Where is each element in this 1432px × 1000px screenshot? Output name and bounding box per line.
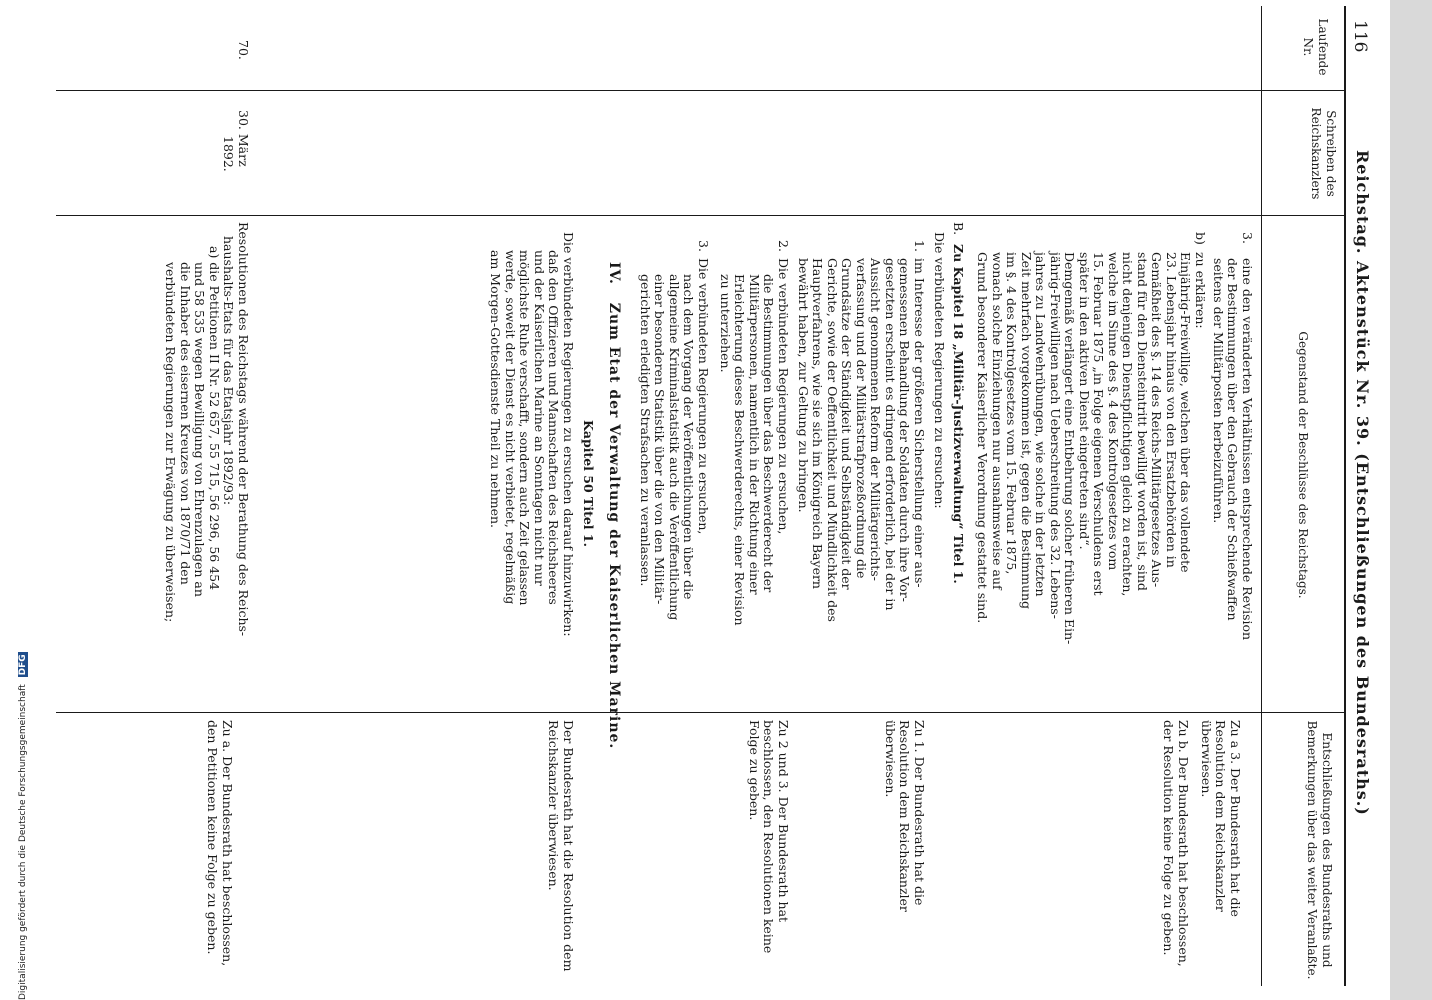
entry-b-line: Einjährig-Freiwillige, welchen über das vollendete	[1178, 252, 1194, 573]
marine-line: und der Kaiserlichen Marine an Sonntagen nicht nur	[532, 250, 547, 586]
section-IV-heading	[606, 262, 622, 749]
item-3-line: allgemeine Kriminalstatistik auch die Veröffentlichung	[667, 274, 682, 621]
entry-b-text	[975, 252, 1207, 644]
kapitel-heading: Kapitel 50 Titel 1.	[581, 420, 596, 547]
item-1-line: Grundsätze der Ständigkeit und Selbständigkeit der	[839, 258, 855, 590]
column-header-date: Schreiben des Reichskanzlers	[1309, 107, 1338, 200]
entry-3-text	[1211, 258, 1255, 640]
item-2-line: die Bestimmungen über das Beschwerderecht der	[761, 274, 777, 593]
item-3-line: einer besonderen Statistik über die von den Militär-	[652, 274, 668, 605]
column-header-decisions: Entschließungen des Bundesraths und Bemerkungen über das weiter Veranlaßte.	[1305, 720, 1334, 980]
decision-1: Zu 1. Der Bundesrath hat die Resolution dem Reichskanzler überwiesen.	[883, 720, 927, 912]
item-1-line: Gerichte, sowie der Oeffentlichkeit und Mündlichkeit des	[825, 258, 840, 622]
entry-b-line: jahres zu Landwehrübungen, wie solche in der letzten	[1033, 252, 1049, 597]
entry-3-line: der Bestimmungen über den Gebrauch der Schießwaffen	[1225, 258, 1241, 621]
decision-a3: Zu a 3. Der Bundesrath hat die Resolution dem Reichskanzler überwiesen.	[1199, 720, 1243, 917]
item-3-line: gerichten erledigten Strafsachen zu veranlassen.	[638, 274, 653, 587]
rotated-page-content	[30, 0, 1390, 1000]
entry-b-line: Grund besonderer Kaiserlicher Verordnung gestattet sind.	[975, 252, 991, 624]
header-rule-top	[1344, 6, 1346, 986]
entry-b-line: später in den aktiven Dienst eingetreten sind“.	[1077, 252, 1092, 550]
item-2-text	[718, 258, 791, 626]
row-70-text	[163, 222, 250, 636]
marine-resolution-text	[488, 232, 575, 637]
entry-b-line: im §. 4 des Kontrolgesetzes vom 15. Februar 1875,	[1004, 252, 1020, 575]
dfg-logo: DFG	[18, 654, 28, 676]
column-rule-2	[56, 215, 1346, 216]
column-rule-1	[56, 90, 1346, 91]
marine-line: am Morgen-Gottesdienste Theil zu nehmen.	[488, 250, 504, 529]
row-70-date-line: 1892.	[221, 136, 237, 172]
entry-b-line: 15. Februar 1875 „in Folge eigenen Verschuldens erst	[1091, 252, 1107, 596]
row-70-line: haushalts-Etats für das Etatsjahr 1892/93:	[221, 236, 237, 506]
row-70-date	[221, 110, 250, 172]
row-70-number: 70.	[236, 40, 251, 60]
item-1-line: verfassung und der Militärstrafprozeßordnung die	[854, 258, 869, 579]
item-1-number: 1.	[912, 240, 927, 252]
entry-b-label: b)	[1193, 232, 1208, 245]
item-3-number: 3.	[696, 240, 711, 252]
item-2-line: Militärpersonen, namentlich in der Richtung einer	[747, 274, 762, 595]
entry-b-line: nicht denjenigen Dienstpflichtigen gleich zu erachten,	[1120, 252, 1136, 597]
item-2-line: Die verbündeten Regierungen zu ersuchen,	[776, 258, 791, 535]
entry-b-line: stand für den Diensteintritt bewilligt worden ist, sind	[1135, 252, 1150, 591]
entry-b-line: Zeit mehrfach vorgekommen ist, gegen die Bestimmung	[1019, 252, 1034, 610]
item-1-line: bewährt haben, zur Geltung zu bringen.	[796, 258, 811, 513]
document-page	[30, 0, 1390, 1000]
row-70-line: a) die Petitionen II Nr. 52 657, 55 715, 56 296, 56 454	[207, 246, 222, 591]
section-IV-numeral: IV.	[606, 262, 622, 285]
row-70-line: verbündeten Regierungen zur Erwägung zu überweisen;	[163, 262, 179, 623]
entry-b-line: Demgemäß verlängert eine Entbehrung solcher früheren Ein-	[1062, 252, 1078, 645]
marine-line: möglichste Ruhe verschafft, sondern auch Zeit gelassen	[517, 250, 533, 606]
row-70-line: Resolutionen des Reichstags während der Berathung des Reichs-	[236, 222, 251, 637]
entry-3-number: 3.	[1240, 232, 1255, 244]
header-rule-bottom	[1261, 6, 1262, 986]
section-B-intro: Die verbündeten Regierungen zu ersuchen:	[932, 232, 947, 509]
entry-3-line: eine den veränderten Verhältnissen entsprechende Revision	[1240, 258, 1255, 641]
digitization-note-text: Digitalisierung gefördert durch die Deutsche Forschungsgemeinschaft	[18, 684, 28, 1000]
page-number: 116	[1350, 20, 1370, 53]
row-70-date-line: 30. März	[236, 110, 251, 167]
section-B-heading: Zu Kapitel 18 „Militär-Justizverwaltung“ Titel 1.	[951, 244, 966, 584]
column-header-lfd-nr: Laufende Nr.	[1301, 18, 1330, 76]
section-B-label: B.	[951, 222, 966, 236]
item-1-line: im Interesse der größeren Sicherstellung einer aus-	[912, 258, 927, 588]
item-1-text	[796, 258, 927, 622]
marine-line: Die verbündeten Regierungen zu ersuchen darauf hinzuwirken:	[561, 232, 576, 637]
entry-b-line: 23. Lebensjahr hinaus von den Ersatzbehörden in	[1164, 252, 1179, 568]
column-rule-3	[56, 712, 1346, 713]
item-1-line: gesetzten erscheint es dringend erforderlich, bei der in	[883, 258, 898, 611]
decision-a: Zu a. Der Bundesrath hat beschlossen, den Petitionen keine Folge zu geben.	[205, 720, 235, 967]
item-2-line: Erleichterung dieses Beschwerderechts, einer Revision	[732, 274, 748, 626]
item-2-line: zu unterziehen.	[718, 274, 733, 373]
section-IV-title: Zum Etat der Verwaltung der Kaiserlichen Marine.	[606, 302, 622, 750]
entry-b-line: welche im Sinne des §. 4 des Kontrolgesetzes vom	[1106, 252, 1121, 571]
row-70-line: die Inhaber des eisernen Kreuzes von 1870/71 den	[178, 262, 193, 585]
item-1-line: Aussicht genommenen Reform der Militärgerichts-	[868, 258, 884, 581]
row-70-line: und 58 535 wegen Bewilligung von Ehrenzulagen an	[192, 262, 208, 597]
item-3-text	[638, 258, 711, 620]
entry-b-line: zu erklären:	[1193, 252, 1208, 329]
decision-2-3: Zu 2 und 3. Der Bundesrath hat beschlossen, den Resolutionen keine Folge zu geben.	[747, 720, 791, 954]
entry-3-line: seitens der Militärposten herbeizuführen.	[1211, 258, 1226, 524]
decision-marine: Der Bundesrath hat die Resolution dem Reichskanzler überwiesen.	[546, 720, 576, 972]
page-header-title: Reichstag. Aktenstück Nr. 39. (Entschließungen des Bundesraths.)	[1353, 150, 1372, 816]
item-1-line: Hauptverfahrens, wie sie sich im Königreich Bayern	[810, 258, 826, 589]
decision-b: Zu b. Der Bundesrath hat beschlossen, der Resolution keine Folge zu geben.	[1161, 720, 1191, 967]
marine-line: daß den Offizieren und Mannschaften des Reichsheeres	[546, 250, 562, 605]
column-header-subject: Gegenstand der Beschlüsse des Reichstags.	[1296, 331, 1310, 599]
item-3-line: Die verbündeten Regierungen zu ersuchen,	[696, 258, 711, 535]
entry-b-line: jährig-Freiwilligen nach Ueberschreitung des 32. Lebens-	[1048, 252, 1063, 619]
entry-b-line: wonach solche Einziehungen nur ausnahmsweise auf	[990, 252, 1005, 590]
item-2-number: 2.	[776, 240, 791, 252]
item-1-line: gemessenen Behandlung der Soldaten durch ihre Vor-	[897, 258, 913, 602]
entry-b-line: Gemäßheit des §. 14 des Reichs-Militärgesetzes Aus-	[1149, 252, 1165, 588]
item-3-line: nach dem Vorgang der Veröffentlichungen über die	[681, 274, 697, 600]
marine-line: werde, soweit der Dienst es nicht verbietet, regelmäßig	[503, 250, 518, 605]
